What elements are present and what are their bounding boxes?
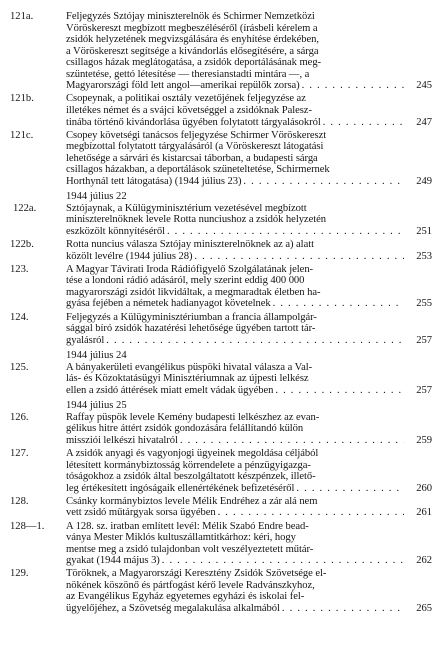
- entry-line: Töröknek, a Magyarországi Keresztény Zsidók Szövetsége el-: [66, 568, 327, 580]
- entry-text: [66, 496, 432, 519]
- entry-line: [66, 603, 432, 615]
- entry-line: [66, 80, 432, 92]
- dot-leader: [271, 298, 404, 310]
- entry-number: 121a.: [10, 11, 34, 22]
- entry-line: A Magyar Távirati Iroda Rádiófigyelő Szolgálatának jelen-: [66, 263, 314, 275]
- entry-line: nökének köszönő és pártfogást kérő levele Radvánszkyhoz,: [66, 579, 315, 591]
- entry-line: A zsidók anyagi és vagyonjogi ügyeinek megoldása céljából: [66, 448, 319, 460]
- entry-number: 122a.: [13, 202, 37, 214]
- entry-line-prefix: eszközölt: [66, 225, 106, 237]
- entry-text: [66, 448, 432, 494]
- entry-line: [66, 335, 432, 347]
- toc-entry: [10, 239, 432, 262]
- entry-line: [66, 176, 432, 188]
- entry-line: gélikus hitre áttért zsidók gondozására felállítandó külön: [66, 423, 304, 435]
- toc-entry: [10, 312, 432, 347]
- dot-leader: [280, 603, 404, 615]
- entry-line: megbízottal folytatott tárgyalásáról (a Vöröskereszt látogatási: [66, 141, 324, 153]
- entry-line: Feljegyzés Sztójay miniszterelnök és Schirmer Nemzetközi: [66, 11, 315, 22]
- entry-line: mentse meg a zsidó tulajdonban volt veszélyeztetett műtár-: [66, 543, 314, 555]
- entry-line: lás- és Közoktatásügyi Minisztériumnak az újpesti lelkész: [66, 373, 309, 385]
- entry-line: A bányakerületi evangélikus püspöki hivatal válasza a Val-: [66, 361, 313, 373]
- entry-line: tóságokhoz a zsidók által beszolgáltatott készpénzek, illető-: [66, 471, 316, 483]
- entry-number: 121b.: [10, 93, 34, 105]
- page-number: 251: [416, 225, 432, 237]
- entry-number: 122b.: [10, 239, 34, 251]
- toc-entry: [10, 448, 432, 494]
- page-number: 265: [416, 603, 432, 614]
- entry-number: 128.: [10, 495, 29, 507]
- entry-line-text: közölt levélre (1944 július 28): [66, 250, 193, 262]
- entry-line-text: Horthynál tett látogatása) (1944 július 23): [66, 175, 242, 187]
- dot-leader: [178, 435, 404, 447]
- toc-entry: [10, 203, 432, 238]
- entry-line: [66, 435, 432, 447]
- toc-entry: [10, 496, 432, 519]
- entry-text: [66, 130, 432, 188]
- dot-leader: [300, 80, 404, 92]
- toc-entry: [10, 412, 432, 447]
- entry-line: Raffay püspök levele Kemény budapesti lelkészhez az evan-: [66, 411, 320, 423]
- entry-number: 128—1.: [10, 520, 45, 532]
- page-number: 259: [416, 434, 432, 446]
- entry-line: [66, 117, 432, 129]
- dot-leader: [241, 176, 404, 188]
- entry-line: [66, 251, 432, 263]
- section-date: 1944 július 24: [66, 350, 127, 362]
- entry-line: csillagos házakban, a deportálások szüneteltetése, Schirmernek: [66, 164, 330, 176]
- entry-text: [66, 239, 432, 262]
- page-number: 260: [416, 482, 432, 494]
- page-number: 261: [416, 507, 432, 519]
- dot-leader: [273, 385, 404, 397]
- entry-line: lehetősége a sárvári és kistarcsai táborban, a budapesti sárga: [66, 152, 318, 164]
- entry-number: 129.: [10, 568, 29, 580]
- entry-line: Csánky kormánybiztos levele Mélik Endréhez a zár alá nem: [66, 495, 318, 507]
- entry-line: ványa Mester Miklós kultuszállamtitkárhoz: kéri, hogy: [66, 532, 296, 544]
- entry-line: a Vöröskereszt segítsége a kivándorlás elősegítésére, a sárga: [66, 45, 319, 57]
- entry-number: 126.: [10, 411, 29, 423]
- entry-line-text: gyása fejében a németek hadianyagot követelnek: [66, 298, 271, 310]
- entry-line: [66, 298, 432, 310]
- page-number: 257: [416, 334, 432, 346]
- entry-line-text: ellen a zsidó áttérések miatt emelt vádak ügyében: [66, 384, 274, 396]
- entry-line: [66, 226, 432, 238]
- entry-line: miniszterelnöknek levele Rotta nunciushoz a zsidók helyzetén: [66, 214, 326, 226]
- entry-number: 121c.: [10, 129, 34, 141]
- entry-line: csillagos házak meglátogatása, a zsidók deportálásának meg-: [66, 57, 322, 69]
- toc-entry: [10, 11, 432, 92]
- entry-line: szüntetése, gettó létesítése — theresianstadti mintára —, a: [66, 68, 310, 80]
- entry-line-text: leg értékesített ingóságaik ellenértékének befizetéséről: [66, 482, 295, 494]
- entry-text: [66, 203, 432, 238]
- entry-line: tése a londoni rádió adásáról, mely szerint eddig 400 000: [66, 275, 305, 287]
- page-number: 247: [416, 116, 432, 128]
- entry-line: Feljegyzés a Külügyminisztériumban a francia állampolgár-: [66, 311, 317, 323]
- entry-line-text: tinába történő kivándorlása ügyében folytatott tárgyalásokról: [66, 116, 321, 128]
- entry-number: 124.: [10, 311, 29, 323]
- toc-entry: [10, 568, 432, 614]
- page-number: 257: [416, 384, 432, 396]
- entry-number: 127.: [10, 448, 29, 460]
- page-number: 245: [416, 80, 432, 92]
- entry-line: A 128. sz. iratban említett levél: Mélik Szabó Endre bead-: [66, 520, 309, 532]
- entry-line-text: ügyelőjéhez, a Szövetség megalakulása alkalmából: [66, 603, 280, 614]
- page-number: 249: [416, 175, 432, 187]
- dot-leader: [294, 483, 404, 495]
- entry-text: [66, 264, 432, 310]
- entry-line: Rotta nuncius válasza Sztójay miniszterelnöknek az a) alatt: [66, 239, 314, 251]
- entry-line-text: Magyarországi föld lett angol—amerikai repülők zorsa): [66, 80, 300, 92]
- entry-text: [66, 362, 432, 397]
- entry-line: [66, 483, 432, 495]
- dot-leader: [160, 555, 404, 567]
- section-date: 1944 július 25: [66, 400, 127, 412]
- entry-text: [66, 521, 432, 567]
- entry-line: illetékes német és a svájci követséggel a zsidóknak Palesz-: [66, 104, 312, 116]
- dot-leader: [165, 226, 404, 238]
- entry-text: [66, 568, 432, 614]
- page-number: 262: [416, 555, 432, 567]
- entry-line: Vöröskereszt megbízott megbeszéléséről (írásbeli kérelem a: [66, 22, 318, 34]
- entry-line: magyarországi zsidót likvidáltak, a megmaradtak életben ha-: [66, 286, 321, 298]
- entry-text: [66, 412, 432, 447]
- entry-line: [66, 385, 432, 397]
- entry-number: 125.: [10, 361, 29, 373]
- entry-text: [66, 93, 432, 128]
- entry-number: 123.: [10, 263, 29, 275]
- entry-line-text: missziói lelkészi hivatalról: [66, 434, 178, 446]
- entry-text: [66, 11, 432, 92]
- entry-line: Csopeynak, a politikai osztály vezetőjének feljegyzése az: [66, 93, 306, 105]
- entry-line-text: gyakat (1944 május 3): [66, 555, 160, 567]
- dot-leader: [216, 507, 404, 519]
- toc-entry: [10, 362, 432, 397]
- entry-line: [66, 507, 432, 519]
- section-date: 1944 július 22: [66, 191, 127, 203]
- dot-leader: [104, 335, 404, 347]
- dot-leader: [321, 117, 404, 129]
- toc-entry: [10, 521, 432, 567]
- dot-leader: [192, 251, 404, 263]
- entry-line: Csopey követségi tanácsos feljegyzése Schirmer Vöröskereszt: [66, 129, 327, 141]
- entry-line-text: gyalásról: [66, 334, 105, 346]
- entry-line: sággal bíró zsidók hazatérési lehetősége ügyében tartott tár-: [66, 323, 316, 335]
- toc-entry: [10, 93, 432, 128]
- entry-line-text: könnyítéséről: [108, 225, 165, 237]
- page-number: 253: [416, 250, 432, 262]
- entry-line: az Evangélikus Egyház egyetemes egyházi és iskolai fel-: [66, 591, 305, 603]
- entry-line: [66, 555, 432, 567]
- entry-line: létesített kormánybiztosság körrendelete a pénzügyigazga-: [66, 459, 311, 471]
- page-number: 255: [416, 298, 432, 310]
- toc-entry: [10, 264, 432, 310]
- entry-text: [66, 312, 432, 347]
- entry-line: zsidók helyzetének megvizsgálására és enyhítése érdekében,: [66, 34, 320, 46]
- entry-line: Sztójaynak, a Külügyminisztérium vezetésével megbízott: [66, 202, 307, 214]
- toc-entry: [10, 130, 432, 188]
- entry-line-text: vett zsidó műtárgyak sorsa ügyében: [66, 507, 216, 519]
